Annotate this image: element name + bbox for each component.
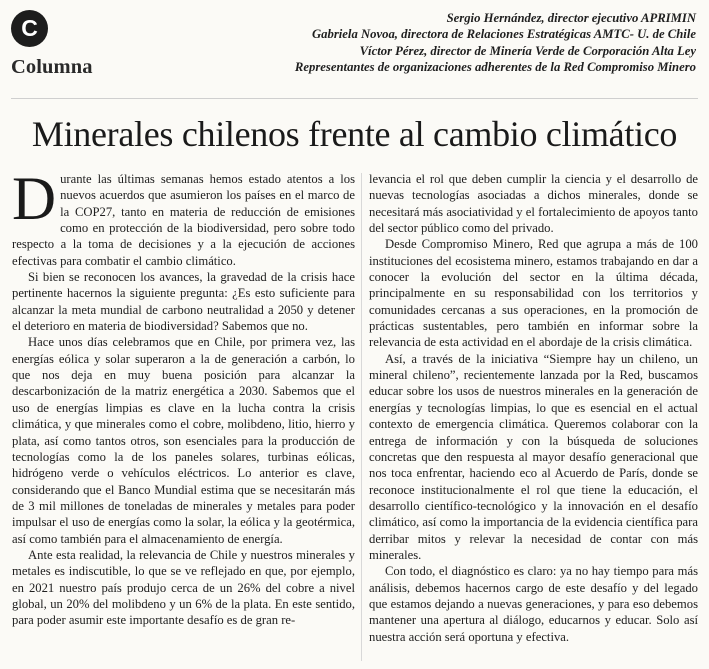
article-paragraph: Ante esta realidad, la relevancia de Chile y nuestros minerales y metales es indiscutible, lo que se ve reflejado en que, por ejemplo, en 2021 nuestro país produjo cerca de un 26% del cobre a nivel global, un 20% del molibdeno y un 6% de la plata. En este sentido, para poder asumir este importante desafío es de gran re- — [12, 547, 355, 628]
drop-cap: D — [12, 166, 57, 233]
author-line: Representantes de organizaciones adherentes de la Red Compromiso Minero — [294, 60, 696, 75]
column-divider — [361, 173, 362, 661]
article-column-right — [369, 171, 698, 645]
header-divider — [11, 98, 698, 99]
author-line: Gabriela Novoa, directora de Relaciones Estratégicas AMTC- U. de Chile — [311, 27, 696, 42]
article-paragraph: Así, a través de la iniciativa “Siempre hay un chileno, un mineral chileno”, recientemente lanzada por la Red, buscamos educar sobre los usos de nuestros minerales en la generación de energías y tecnologías limpias, lo que es esencial en el actual contexto de emergencia climática. Queremos colaborar con la entrega de información y con la búsqueda de soluciones concretas que den respuesta al mayor desafío generacional que nos toca enfrentar, haciendo eco al Acuerdo de París, donde se reconoce institucionalmente el rol que tiene la educación, el desarrollo científico-tecnológico y la innovación en el desafío climático, así como la importancia de la evidencia científica para derribar mitos y relevar la necesidad de contar con más minerales. — [369, 351, 698, 562]
article-column-left — [12, 166, 355, 629]
article-paragraph: Con todo, el diagnóstico es claro: ya no hay tiempo para más análisis, debemos hacernos cargo de este desafío y del legado que estamos dejando a nuevas generaciones, y para eso debemos mantener una apertura al diálogo, educarnos y educar. Solo así nuestra acción será oportuna y efectiva. — [369, 564, 698, 644]
article-paragraph: Si bien se reconocen los avances, la gravedad de la crisis hace pertinente hacernos la siguiente pregunta: ¿Es esto suficiente para alcanzar la meta mundial de carbono neutralidad a 2050 y detener el deterioro en materia de biodiversidad? Sabemos que no. — [12, 270, 355, 334]
article-paragraph: Desde Compromiso Minero, Red que agrupa a más de 100 instituciones del ecosistema minero, estamos trabajando en dar a conocer la evolución del sector en la última década, principalmente en su responsabilidad con los territorios y comunidades cercanas a sus operaciones, en la promoción de prácticas sustentables, pero también en informar sobre la relevancia de esta actividad en el abordaje de la crisis climática. — [369, 237, 698, 350]
article-title: Minerales chilenos frente al cambio climático — [31, 114, 678, 154]
author-block — [226, 10, 696, 76]
article-paragraph — [12, 166, 355, 269]
paragraph-text: urante las últimas semanas hemos estado atentos a los nuevos acuerdos que asumieron los países en el marco de la COP27, tanto en materia de reducción de emisiones como en protección de la biodiversidad, pero sobre todo respecto a la toma de decisiones y a la ejecución de acciones efectivas para combatir el cambio climático. — [12, 172, 355, 268]
article-paragraph: Hace unos días celebramos que en Chile, por primera vez, las energías eólica y solar superaron a la de generación a carbón, lo que nos deja en muy buena posición para alcanzar la descarbonización de la matriz energética a 2030. Sabemos que el uso de energías limpias es clave en la lucha contra la crisis climática, y que minerales como el cobre, molibdeno, litio, hierro y plata, así como tantos otros, son esenciales para la producción de tecnologías como la de los paneles solares, turbinas eólicas, hidrógeno verde o vehículos eléctricos. Lo anterior es clave, considerando que el Banco Mundial estima que se necesitarán más de 3 mil millones de toneladas de minerales y metales para poder impulsar el uso de energías como la solar, la eólica y la geotérmica, así como también para el almacenamiento de energía. — [12, 335, 355, 546]
author-line: Sergio Hernández, director ejecutivo APRIMIN — [446, 11, 696, 25]
article-paragraph: levancia el rol que deben cumplir la ciencia y el desarrollo de nuevas tecnologías asociadas a dichos minerales, donde se necesitará más asociatividad y el fortalecimiento de apoyos tanto del sector público como del privado. — [369, 172, 698, 236]
column-logo-icon: C — [11, 10, 48, 47]
author-line: Víctor Pérez, director de Minería Verde de Corporación Alta Ley — [359, 43, 696, 58]
section-label: Columna — [11, 56, 93, 78]
